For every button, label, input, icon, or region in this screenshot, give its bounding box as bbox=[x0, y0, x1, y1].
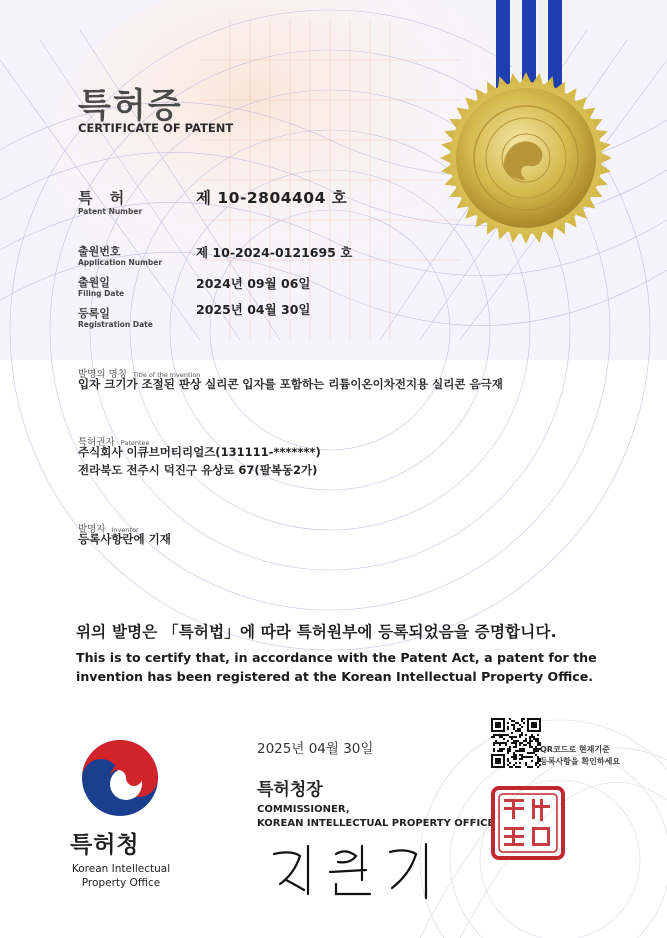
certification-statement-en: This is to certify that, in accordance with the Patent Act, a patent for the invention has been registered at the Korean Intellectual Property Office. bbox=[76, 650, 597, 684]
commissioner-title-ko: 특허청장 bbox=[257, 780, 323, 800]
official-red-seal bbox=[490, 785, 566, 861]
commissioner-title-en-line1: COMMISSIONER, bbox=[257, 804, 350, 815]
application-number-value: 제 10-2024-0121695 호 bbox=[196, 245, 353, 260]
filing-date-label-ko: 출원일 bbox=[78, 276, 110, 289]
patentee-label-en: Patentee bbox=[120, 439, 150, 447]
inventor-label-ko: 발명자 bbox=[78, 524, 106, 535]
patentee-address: 전라북도 전주시 덕진구 유상로 67(팔복동2가) bbox=[78, 463, 318, 477]
office-name-en bbox=[62, 862, 180, 890]
office-name-en-line1: Korean Intellectual bbox=[71, 863, 171, 875]
invention-title-value: 입자 크기가 조절된 판상 실리콘 입자를 포함하는 리튬이온이차전지용 실리콘 음극재 bbox=[78, 377, 503, 391]
invention-title-label-en: Title of the Invention bbox=[132, 371, 201, 379]
issue-date: 2025년 04월 30일 bbox=[257, 741, 374, 757]
patent-number-value: 제 10-2804404 호 bbox=[196, 189, 348, 207]
qr-code[interactable] bbox=[491, 718, 541, 768]
patent-number-label-en: Patent Number bbox=[78, 207, 143, 216]
patentee-name: 주식회사 이큐브머티리얼즈(131111-*******) bbox=[78, 445, 321, 459]
application-number-label-ko: 출원번호 bbox=[78, 245, 121, 258]
certificate-title-ko: 특허증 bbox=[78, 86, 183, 126]
office-name-en-line2: Property Office bbox=[81, 877, 161, 889]
office-name-ko: 특허청 bbox=[70, 832, 140, 858]
registration-date-label-ko: 등록일 bbox=[78, 307, 110, 320]
inventor-label-en: Inventor bbox=[111, 526, 139, 534]
commissioner-title-en bbox=[257, 803, 494, 831]
application-number-label-en: Application Number bbox=[78, 258, 163, 267]
qr-note bbox=[540, 744, 620, 768]
certification-statement-ko: 위의 발명은 「특허법」에 따라 특허원부에 등록되었음을 증명합니다. bbox=[76, 623, 557, 641]
qr-note-line2: 등록사항을 확인하세요 bbox=[540, 757, 621, 766]
certificate-title-en: CERTIFICATE OF PATENT bbox=[78, 121, 234, 135]
taegeuk-emblem bbox=[80, 738, 160, 818]
registration-date-value: 2025년 04월 30일 bbox=[196, 302, 311, 317]
patentee-label-ko: 특허권자 bbox=[78, 437, 115, 448]
filing-date-value: 2024년 09월 06일 bbox=[196, 276, 311, 291]
invention-title-label-ko: 발명의 명칭 bbox=[78, 369, 127, 380]
registration-date-label-en: Registration Date bbox=[78, 320, 153, 329]
filing-date-label-en: Filing Date bbox=[78, 289, 125, 298]
qr-note-line1: QR코드로 현재기준 bbox=[540, 745, 610, 754]
inventor-value: 등록사항란에 기재 bbox=[78, 532, 171, 546]
commissioner-signature bbox=[270, 840, 440, 900]
commissioner-title-en-line2: KOREAN INTELLECTUAL PROPERTY OFFICE bbox=[257, 818, 495, 829]
patent-number-label-ko: 특 허 bbox=[78, 189, 131, 207]
